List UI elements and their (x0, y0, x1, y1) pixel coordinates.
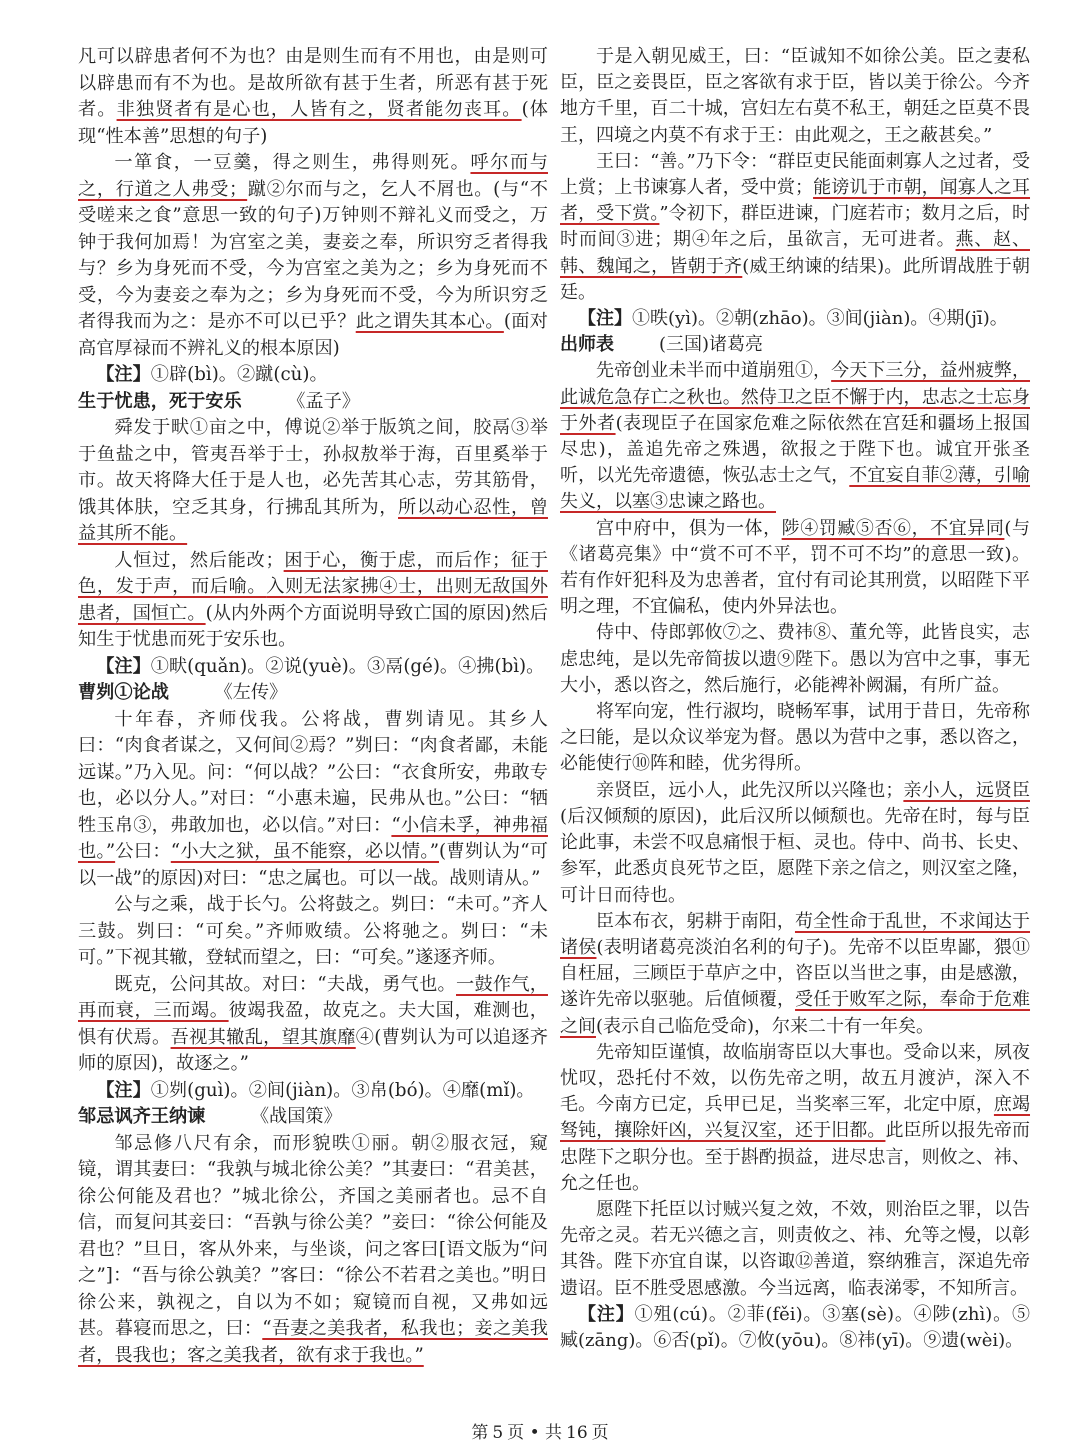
paragraph: 将军向宠，性行淑均，晓畅军事，试用于昔日，先帝称之曰能，是以众议举宠为督。愚以为营中之事，悉以咨之，必能使行⑩阵和睦，优劣得所。 (560, 701, 1030, 775)
paragraph: 一箪食，一豆羹，得之则生，弗得则死。呼尔而与之，行道之人弗受；蹴②尔而与之，乞人不屑也。(与“不受嗟来之食”意思一致的句子)万钟则不辩礼义而受之，万钟于我何加焉！为宫室之美，妻妾之奉，所识穷乏者得我与？乡为身死而不受，今为宫室之美为之；乡为身死而不受，今为妻妾之奉为之；乡为身死而不受，今为所识穷乏者得我而为之：是亦不可以已乎？此之谓失其本心。(面对高官厚禄而不辨礼义的根本原因) (78, 152, 548, 359)
annotation-note: 【注】①辟(bì)。②蹴(cù)。 (96, 364, 328, 385)
paragraph: 臣本布衣，躬耕于南阳，苟全性命于乱世，不求闻达于诸侯(表明诸葛亮淡泊名利的句子)。先帝不以臣卑鄙，猥⑪自枉屈，三顾臣于草庐之中，咨臣以当世之事，由是感激，遂许先帝以驱驰。后值倾覆，受任于败军之际，奉命于危难之间(表示自己临危受命)，尔来二十有一年矣。 (560, 910, 1031, 1037)
paragraph: 人恒过，然后能改；困于心，衡于虑，而后作；征于色，发于声，而后喻。入则无法家拂④士，出则无敌国外患者，国恒亡。(从内外两个方面说明导致亡国的原因)然后知生于忧患而死于安乐也。 (78, 549, 548, 650)
annotation-note: 【注】①殂(cú)。②菲(fěi)。③塞(sè)。④陟(zhì)。⑤臧(zāng)。⑥否(pǐ)。⑦攸(yōu)。⑧祎(yī)。⑨遗(wèi)。 (560, 1303, 1031, 1351)
section-title: 邹忌讽齐王纳谏 《战国策》 (78, 1106, 342, 1127)
paragraph: 先帝创业未半而中道崩殂①，今天下三分，益州疲弊，此诚危急存亡之秋也。然侍卫之臣不懈于内，忠志之士忘身于外者(表现臣子在国家危难之际依然在宫廷和疆场上报国尽忠)，盖追先帝之殊遇，欲报之于陛下也。诚宜开张圣听，以光先帝遗德，恢弘志士之气，不宜妄自菲②薄，引喻失义，以塞③忠谏之路也。 (560, 360, 1031, 513)
paragraph: 十年春，齐师伐我。公将战，曹刿请见。其乡人曰：“肉食者谋之，又何间②焉？”刿曰：“肉食者鄙，未能远谋。”乃入见。问：“何以战？”公曰：“衣食所安，弗敢专也，必以分人。”对曰：“小惠未遍，民弗从也。”公曰：“牺牲玉帛③，弗敢加也，必以信。”对曰：“小信未孚，神弗福也。”公曰：“小大之狱，虽不能察，必以情。”(曹刿认为“可以一战”的原因)对曰：“忠之属也。可以一战。战则请从。” (78, 708, 548, 889)
page-footer: 第 5 页 • 共 16 页 (471, 1423, 609, 1443)
annotation-note: 【注】①昳(yì)。②朝(zhāo)。③间(jiàn)。④期(jī)。 (578, 308, 1008, 330)
paragraph: 公与之乘，战于长勺。公将鼓之。刿曰：“未可。”齐人三鼓。刿曰：“可矣。”齐师败绩。公将驰之。刿曰：“未可。”下视其辙，登轼而望之，曰：“可矣。”遂逐齐师。 (78, 894, 548, 968)
left-column (78, 44, 548, 1369)
paragraph: 侍中、侍郎郭攸⑦之、费祎⑧、董允等，此皆良实，志虑忠纯，是以先帝简拔以遗⑨陛下。愚以为宫中之事，事无大小，悉以咨之，然后施行，必能裨补阙漏，有所广益。 (560, 622, 1030, 696)
paragraph: 凡可以辟患者何不为也？由是则生而有不用也，由是则可以辟患而有不为也。是故所欲有甚于生者，所恶有甚于死者。非独贤者有是心也，人皆有之，贤者能勿丧耳。(体现“性本善”思想的句子) (78, 46, 548, 147)
paragraph: 王曰：“善。”乃下令：“群臣吏民能面刺寡人之过者，受上赏；上书谏寡人者，受中赏；能谤讥于市朝，闻寡人之耳者，受下赏。”令初下，群臣进谏，门庭若市；数月之后，时时而间③进；期④年之后，虽欲言，无可进者。燕、赵、韩、魏闻之，皆朝于齐(威王纳谏的结果)。此所谓战胜于朝廷。 (560, 150, 1031, 303)
section-title: 出师表 (三国)诸葛亮 (560, 334, 764, 356)
right-column (560, 44, 1030, 1354)
paragraph: 愿陛下托臣以讨贼兴复之效，不效，则治臣之罪，以告先帝之灵。若无兴德之言，则责攸之、祎、允等之慢，以彰其咎。陛下亦宜自谋，以咨诹⑫善道，察纳雅言，深追先帝遗诏。臣不胜受恩感激。今当远离，临表涕零，不知所言。 (560, 1198, 1030, 1299)
paragraph: 邹忌修八尺有余，而形貌昳①丽。朝②服衣冠，窥镜，谓其妻曰：“我孰与城北徐公美？”其妻曰：“君美甚，徐公何能及君也？”城北徐公，齐国之美丽者也。忌不自信，而复问其妾曰：“吾孰与徐公美？”妾曰：“徐公何能及君也？”旦日，客从外来，与坐谈，问之客曰[语文版为“问之”]：“吾与徐公孰美？”客曰：“徐公不若君之美也。”明日徐公来，孰视之，自以为不如；窥镜而自视，又弗如远甚。暮寝而思之，曰：“吾妻之美我者，私我也；妾之美我者，畏我也；客之美我者，欲有求于我也。” (78, 1132, 548, 1366)
paragraph: 既克，公问其故。对曰：“夫战，勇气也。一鼓作气，再而衰，三而竭。彼竭我盈，故克之。夫大国，难测也，惧有伏焉。吾视其辙乱，望其旗靡④(曹刿认为可以追逐齐师的原因)，故逐之。” (78, 973, 548, 1074)
paragraph: 于是入朝见威王，曰：“臣诚知不如徐公美。臣之妻私臣，臣之妾畏臣，臣之客欲有求于臣，皆以美于徐公。今齐地方千里，百二十城，宫妇左右莫不私王，朝廷之臣莫不畏王，四境之内莫不有求于王：由此观之，王之蔽甚矣。” (560, 46, 1030, 146)
annotation-note: 【注】①畎(quǎn)。②说(yuè)。③鬲(gé)。④拂(bì)。 (96, 655, 545, 677)
annotation-note: 【注】①刿(guì)。②间(jiàn)。③帛(bó)。④靡(mǐ)。 (96, 1079, 535, 1101)
paragraph: 宫中府中，俱为一体，陟④罚臧⑤否⑥，不宜异同(与《诸葛亮集》中“赏不可不平，罚不可不均”的意思一致)。若有作奸犯科及为忠善者，宜付有司论其刑赏，以昭陛下平明之理，不宜偏私，使内外异法也。 (560, 517, 1030, 618)
paragraph: 亲贤臣，远小人，此先汉所以兴隆也；亲小人，远贤臣(后汉倾颓的原因)，此后汉所以倾颓也。先帝在时，每与臣论此事，未尝不叹息痛恨于桓、灵也。侍中、尚书、长史、参军，此悉贞良死节之臣，愿陛下亲之信之，则汉室之隆，可计日而待也。 (560, 779, 1030, 906)
section-title: 曹刿①论战 《左传》 (78, 682, 288, 703)
paragraph: 舜发于畎①亩之中，傅说②举于版筑之间，胶鬲③举于鱼盐之中，管夷吾举于士，孙叔敖举于海，百里奚举于市。故天将降大任于是人也，必先苦其心志，劳其筋骨，饿其体肤，空乏其身，行拂乱其所为，所以动心忍性，曾益其所不能。 (78, 417, 548, 544)
section-title: 生于忧患，死于安乐 《孟子》 (78, 390, 360, 412)
paragraph: 先帝知臣谨慎，故临崩寄臣以大事也。受命以来，夙夜忧叹，恐托付不效，以伤先帝之明，故五月渡泸，深入不毛。今南方已定，兵甲已足，当奖率三军，北定中原，庶竭驽钝，攘除奸凶，兴复汉室，还于旧都。此臣所以报先帝而忠陛下之职分也。至于斟酌损益，进尽忠言，则攸之、祎、允之任也。 (560, 1041, 1031, 1194)
